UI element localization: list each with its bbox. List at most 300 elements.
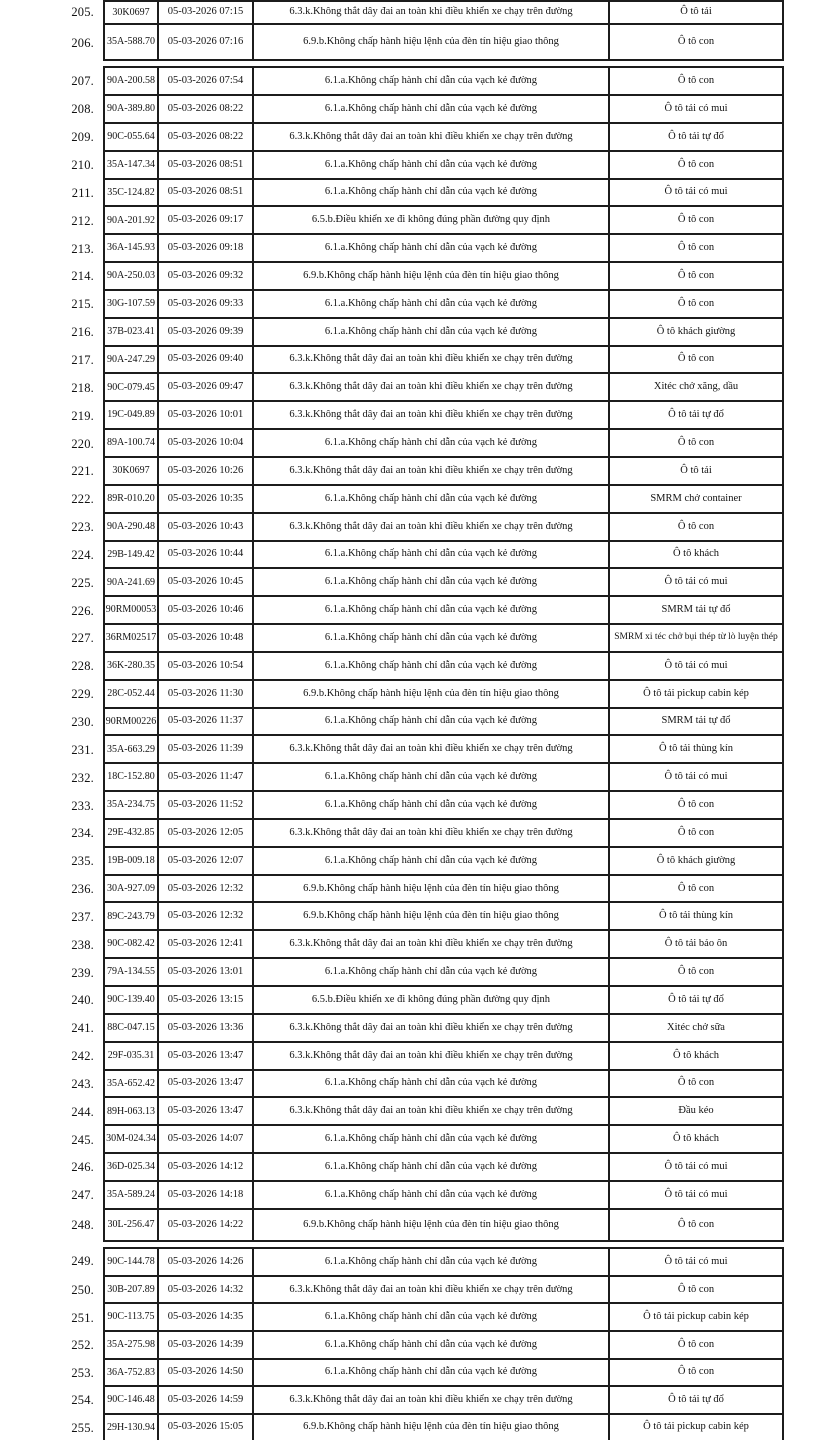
datetime-cell: 05-03-2026 09:18 (157, 235, 252, 261)
row-number: 237. (71, 909, 94, 924)
datetime-cell: 05-03-2026 10:26 (157, 458, 252, 484)
table-row (0, 1015, 840, 1043)
vehicle-cell: Ô tô tải có mui (608, 653, 784, 679)
table-row (0, 180, 840, 208)
table-row (0, 25, 840, 61)
plate-cell: 35A-589.24 (103, 1182, 157, 1208)
datetime-cell: 05-03-2026 14:32 (157, 1277, 252, 1303)
row-cells (103, 1210, 784, 1242)
plate-cell: 90A-247.29 (103, 347, 157, 373)
vehicle-cell: Ô tô tải (608, 458, 784, 484)
datetime-cell: 05-03-2026 13:15 (157, 987, 252, 1013)
table-row (0, 1415, 840, 1440)
row-cells (103, 597, 784, 625)
vehicle-cell: Ô tô con (608, 1071, 784, 1097)
datetime-cell: 05-03-2026 11:47 (157, 764, 252, 790)
vehicle-cell: Xitéc chở xăng, dầu (608, 374, 784, 400)
table-row (0, 542, 840, 570)
row-cells (103, 1332, 784, 1360)
row-cells (103, 959, 784, 987)
datetime-cell: 05-03-2026 10:35 (157, 486, 252, 512)
row-number: 219. (71, 408, 94, 423)
datetime-cell: 05-03-2026 14:12 (157, 1154, 252, 1180)
vehicle-cell: Ô tô tải tự đổ (608, 402, 784, 428)
plate-cell: 30M-024.34 (103, 1126, 157, 1152)
table-row (0, 903, 840, 931)
row-number: 222. (71, 492, 94, 507)
table-row (0, 597, 840, 625)
datetime-cell: 05-03-2026 15:05 (157, 1415, 252, 1440)
plate-cell: 89H-063.13 (103, 1098, 157, 1124)
plate-cell: 19C-049.89 (103, 402, 157, 428)
row-number: 238. (71, 937, 94, 952)
violation-cell: 6.1.a.Không chấp hành chỉ dẫn của vạch kẻ đường (252, 597, 608, 623)
plate-cell: 30K0697 (103, 2, 157, 23)
datetime-cell: 05-03-2026 12:32 (157, 903, 252, 929)
row-number: 217. (71, 353, 94, 368)
row-cells (103, 319, 784, 347)
row-number: 255. (71, 1421, 94, 1436)
table-row (0, 347, 840, 375)
row-number: 227. (71, 631, 94, 646)
vehicle-cell: Ô tô tải tự đổ (608, 124, 784, 150)
vehicle-cell: Xitéc chở sữa (608, 1015, 784, 1041)
vehicle-cell: Ô tô con (608, 959, 784, 985)
row-cells (103, 848, 784, 876)
table-row (0, 1332, 840, 1360)
row-number: 213. (71, 241, 94, 256)
datetime-cell: 05-03-2026 08:22 (157, 124, 252, 150)
datetime-cell: 05-03-2026 09:39 (157, 319, 252, 345)
datetime-cell: 05-03-2026 10:54 (157, 653, 252, 679)
row-number: 249. (71, 1254, 94, 1269)
plate-cell: 30A-927.09 (103, 876, 157, 902)
plate-cell: 90A-241.69 (103, 569, 157, 595)
row-number: 241. (71, 1021, 94, 1036)
datetime-cell: 05-03-2026 14:35 (157, 1304, 252, 1330)
table-row (0, 1360, 840, 1388)
row-number: 229. (71, 687, 94, 702)
violation-cell: 6.1.a.Không chấp hành chỉ dẫn của vạch kẻ đường (252, 152, 608, 178)
datetime-cell: 05-03-2026 10:46 (157, 597, 252, 623)
datetime-cell: 05-03-2026 11:52 (157, 792, 252, 818)
plate-cell: 90C-144.78 (103, 1249, 157, 1275)
table-row (0, 931, 840, 959)
table-row (0, 402, 840, 430)
vehicle-cell: Ô tô con (608, 152, 784, 178)
violation-cell: 6.1.a.Không chấp hành chỉ dẫn của vạch kẻ đường (252, 1071, 608, 1097)
row-number: 250. (71, 1283, 94, 1298)
table-row (0, 263, 840, 291)
row-number: 220. (71, 436, 94, 451)
row-number: 236. (71, 882, 94, 897)
datetime-cell: 05-03-2026 13:36 (157, 1015, 252, 1041)
row-cells (103, 653, 784, 681)
plate-cell: 89R-010.20 (103, 486, 157, 512)
violation-cell: 6.1.a.Không chấp hành chỉ dẫn của vạch kẻ đường (252, 486, 608, 512)
table-row (0, 374, 840, 402)
row-number: 233. (71, 798, 94, 813)
row-number: 210. (71, 158, 94, 173)
row-number: 206. (71, 35, 94, 50)
plate-cell: 90RM00226 (103, 709, 157, 735)
table-row (0, 1098, 840, 1126)
datetime-cell: 05-03-2026 14:39 (157, 1332, 252, 1358)
row-number: 248. (71, 1218, 94, 1233)
plate-cell: 30K0697 (103, 458, 157, 484)
vehicle-cell: Ô tô khách (608, 542, 784, 568)
violation-cell: 6.3.k.Không thắt dây đai an toàn khi điều khiển xe chạy trên đường (252, 124, 608, 150)
row-cells (103, 1071, 784, 1099)
violation-cell: 6.3.k.Không thắt dây đai an toàn khi điều khiển xe chạy trên đường (252, 1015, 608, 1041)
row-cells (103, 681, 784, 709)
row-number: 209. (71, 130, 94, 145)
plate-cell: 29B-149.42 (103, 542, 157, 568)
table-row (0, 66, 840, 96)
violation-cell: 6.3.k.Không thắt dây đai an toàn khi điều khiển xe chạy trên đường (252, 736, 608, 762)
plate-cell: 90C-139.40 (103, 987, 157, 1013)
violation-cell: 6.1.a.Không chấp hành chỉ dẫn của vạch kẻ đường (252, 709, 608, 735)
row-number: 205. (71, 5, 94, 19)
row-cells (103, 374, 784, 402)
vehicle-cell: Ô tô tải tự đổ (608, 1387, 784, 1413)
row-number: 212. (71, 213, 94, 228)
violation-cell: 6.1.a.Không chấp hành chỉ dẫn của vạch kẻ đường (252, 1154, 608, 1180)
table-row (0, 1247, 840, 1277)
table-row (0, 486, 840, 514)
row-cells (103, 820, 784, 848)
row-cells (103, 180, 784, 208)
table-row (0, 1071, 840, 1099)
table-row (0, 96, 840, 124)
vehicle-cell: Ô tô tải có mui (608, 764, 784, 790)
datetime-cell: 05-03-2026 10:01 (157, 402, 252, 428)
table-row (0, 681, 840, 709)
vehicle-cell: Ô tô con (608, 347, 784, 373)
vehicle-cell: Ô tô tải thùng kín (608, 903, 784, 929)
violation-cell: 6.1.a.Không chấp hành chỉ dẫn của vạch kẻ đường (252, 959, 608, 985)
vehicle-cell: Ô tô con (608, 792, 784, 818)
vehicle-cell: Ô tô con (608, 1332, 784, 1358)
violation-cell: 6.3.k.Không thắt dây đai an toàn khi điều khiển xe chạy trên đường (252, 458, 608, 484)
datetime-cell: 05-03-2026 13:47 (157, 1098, 252, 1124)
violation-cell: 6.1.a.Không chấp hành chỉ dẫn của vạch kẻ đường (252, 319, 608, 345)
table-row (0, 430, 840, 458)
row-cells (103, 1098, 784, 1126)
table-row (0, 625, 840, 653)
violation-cell: 6.1.a.Không chấp hành chỉ dẫn của vạch kẻ đường (252, 1126, 608, 1152)
vehicle-cell: SMRM xi téc chở bụi thép từ lò luyện thép (608, 625, 784, 651)
row-cells (103, 514, 784, 542)
vehicle-cell: SMRM tải tự đổ (608, 597, 784, 623)
row-number: 232. (71, 770, 94, 785)
violation-cell: 6.1.a.Không chấp hành chỉ dẫn của vạch kẻ đường (252, 68, 608, 94)
violation-cell: 6.9.b.Không chấp hành hiệu lệnh của đèn tín hiệu giao thông (252, 25, 608, 59)
plate-cell: 36A-752.83 (103, 1360, 157, 1386)
violation-cell: 6.1.a.Không chấp hành chỉ dẫn của vạch kẻ đường (252, 1360, 608, 1386)
datetime-cell: 05-03-2026 12:05 (157, 820, 252, 846)
violation-cell: 6.3.k.Không thắt dây đai an toàn khi điều khiển xe chạy trên đường (252, 931, 608, 957)
plate-cell: 35A-663.29 (103, 736, 157, 762)
plate-cell: 30B-207.89 (103, 1277, 157, 1303)
vehicle-cell: Ô tô tải có mui (608, 1154, 784, 1180)
row-cells (103, 1015, 784, 1043)
violation-cell: 6.1.a.Không chấp hành chỉ dẫn của vạch kẻ đường (252, 569, 608, 595)
row-cells (103, 1360, 784, 1388)
row-cells (103, 486, 784, 514)
row-cells (103, 931, 784, 959)
row-cells (103, 458, 784, 486)
violation-cell: 6.3.k.Không thắt dây đai an toàn khi điều khiển xe chạy trên đường (252, 2, 608, 23)
violation-cell: 6.1.a.Không chấp hành chỉ dẫn của vạch kẻ đường (252, 430, 608, 456)
row-cells (103, 291, 784, 319)
row-cells (103, 263, 784, 291)
vehicle-cell: Ô tô con (608, 25, 784, 59)
vehicle-cell: SMRM chở container (608, 486, 784, 512)
violation-cell: 6.3.k.Không thắt dây đai an toàn khi điều khiển xe chạy trên đường (252, 1387, 608, 1413)
vehicle-cell: Ô tô con (608, 263, 784, 289)
row-cells (103, 124, 784, 152)
vehicle-cell: Ô tô tải có mui (608, 1182, 784, 1208)
row-number: 240. (71, 993, 94, 1008)
table-row (0, 1126, 840, 1154)
datetime-cell: 05-03-2026 12:32 (157, 876, 252, 902)
datetime-cell: 05-03-2026 10:45 (157, 569, 252, 595)
row-cells (103, 542, 784, 570)
table-row (0, 1210, 840, 1242)
plate-cell: 35A-147.34 (103, 152, 157, 178)
table-row (0, 876, 840, 904)
table-row (0, 291, 840, 319)
row-cells (103, 96, 784, 124)
row-cells (103, 1387, 784, 1415)
row-number: 215. (71, 297, 94, 312)
table-row (0, 1277, 840, 1305)
datetime-cell: 05-03-2026 09:33 (157, 291, 252, 317)
plate-cell: 90A-389.80 (103, 96, 157, 122)
datetime-cell: 05-03-2026 12:07 (157, 848, 252, 874)
violation-cell: 6.1.a.Không chấp hành chỉ dẫn của vạch kẻ đường (252, 792, 608, 818)
datetime-cell: 05-03-2026 07:16 (157, 25, 252, 59)
datetime-cell: 05-03-2026 12:41 (157, 931, 252, 957)
table-row (0, 569, 840, 597)
row-number: 221. (71, 464, 94, 479)
violation-cell: 6.9.b.Không chấp hành hiệu lệnh của đèn tín hiệu giao thông (252, 1210, 608, 1240)
plate-cell: 35A-234.75 (103, 792, 157, 818)
vehicle-cell: Ô tô tải pickup cabin kép (608, 1415, 784, 1440)
row-cells (103, 1247, 784, 1277)
vehicle-cell: Ô tô tải bảo ôn (608, 931, 784, 957)
datetime-cell: 05-03-2026 13:01 (157, 959, 252, 985)
table-row (0, 1043, 840, 1071)
vehicle-cell: Ô tô con (608, 207, 784, 233)
vehicle-cell: Ô tô con (608, 430, 784, 456)
row-cells (103, 66, 784, 96)
violation-cell: 6.3.k.Không thắt dây đai an toàn khi điều khiển xe chạy trên đường (252, 514, 608, 540)
row-number: 218. (71, 380, 94, 395)
row-number: 208. (71, 102, 94, 117)
violation-cell: 6.3.k.Không thắt dây đai an toàn khi điều khiển xe chạy trên đường (252, 402, 608, 428)
datetime-cell: 05-03-2026 08:51 (157, 180, 252, 206)
row-cells (103, 1182, 784, 1210)
row-number: 234. (71, 826, 94, 841)
plate-cell: 90RM00053 (103, 597, 157, 623)
datetime-cell: 05-03-2026 14:59 (157, 1387, 252, 1413)
row-cells (103, 152, 784, 180)
row-cells (103, 1415, 784, 1440)
violation-cell: 6.1.a.Không chấp hành chỉ dẫn của vạch kẻ đường (252, 1182, 608, 1208)
violation-cell: 6.1.a.Không chấp hành chỉ dẫn của vạch kẻ đường (252, 96, 608, 122)
table-row (0, 1182, 840, 1210)
row-number: 235. (71, 854, 94, 869)
plate-cell: 36D-025.34 (103, 1154, 157, 1180)
row-cells (103, 1126, 784, 1154)
violation-cell: 6.1.a.Không chấp hành chỉ dẫn của vạch kẻ đường (252, 1249, 608, 1275)
row-number: 251. (71, 1310, 94, 1325)
datetime-cell: 05-03-2026 08:51 (157, 152, 252, 178)
row-number: 252. (71, 1338, 94, 1353)
row-number: 246. (71, 1160, 94, 1175)
row-cells (103, 709, 784, 737)
plate-cell: 89C-243.79 (103, 903, 157, 929)
violation-cell: 6.9.b.Không chấp hành hiệu lệnh của đèn tín hiệu giao thông (252, 876, 608, 902)
datetime-cell: 05-03-2026 14:22 (157, 1210, 252, 1240)
plate-cell: 36A-145.93 (103, 235, 157, 261)
table-row (0, 764, 840, 792)
violation-cell: 6.1.a.Không chấp hành chỉ dẫn của vạch kẻ đường (252, 180, 608, 206)
row-number: 253. (71, 1365, 94, 1380)
violation-cell: 6.1.a.Không chấp hành chỉ dẫn của vạch kẻ đường (252, 291, 608, 317)
datetime-cell: 05-03-2026 09:32 (157, 263, 252, 289)
table-row (0, 736, 840, 764)
table-row (0, 1387, 840, 1415)
table-row (0, 514, 840, 542)
plate-cell: 29F-035.31 (103, 1043, 157, 1069)
row-number: 242. (71, 1049, 94, 1064)
table-row (0, 207, 840, 235)
vehicle-cell: Ô tô con (608, 235, 784, 261)
table-row (0, 124, 840, 152)
datetime-cell: 05-03-2026 14:26 (157, 1249, 252, 1275)
violation-cell: 6.1.a.Không chấp hành chỉ dẫn của vạch kẻ đường (252, 542, 608, 568)
table-row (0, 709, 840, 737)
plate-cell: 35A-588.70 (103, 25, 157, 59)
row-cells (103, 1277, 784, 1305)
vehicle-cell: Ô tô khách (608, 1126, 784, 1152)
datetime-cell: 05-03-2026 13:47 (157, 1043, 252, 1069)
plate-cell: 89A-100.74 (103, 430, 157, 456)
datetime-cell: 05-03-2026 13:47 (157, 1071, 252, 1097)
vehicle-cell: Ô tô khách giường (608, 319, 784, 345)
plate-cell: 29E-432.85 (103, 820, 157, 846)
violation-cell: 6.3.k.Không thắt dây đai an toàn khi điều khiển xe chạy trên đường (252, 374, 608, 400)
row-cells (103, 347, 784, 375)
row-number: 226. (71, 603, 94, 618)
row-cells (103, 430, 784, 458)
plate-cell: 90A-250.03 (103, 263, 157, 289)
datetime-cell: 05-03-2026 09:17 (157, 207, 252, 233)
violation-cell: 6.1.a.Không chấp hành chỉ dẫn của vạch kẻ đường (252, 1332, 608, 1358)
plate-cell: 29H-130.94 (103, 1415, 157, 1440)
row-cells (103, 1043, 784, 1071)
plate-cell: 37B-023.41 (103, 319, 157, 345)
vehicle-cell: Ô tô tải thùng kín (608, 736, 784, 762)
datetime-cell: 05-03-2026 10:43 (157, 514, 252, 540)
plate-cell: 79A-134.55 (103, 959, 157, 985)
violation-cell: 6.1.a.Không chấp hành chỉ dẫn của vạch kẻ đường (252, 764, 608, 790)
plate-cell: 90C-146.48 (103, 1387, 157, 1413)
table-row (0, 458, 840, 486)
row-number: 245. (71, 1132, 94, 1147)
plate-cell: 30L-256.47 (103, 1210, 157, 1240)
row-number: 223. (71, 520, 94, 535)
row-cells (103, 792, 784, 820)
violation-cell: 6.1.a.Không chấp hành chỉ dẫn của vạch kẻ đường (252, 235, 608, 261)
plate-cell: 30G-107.59 (103, 291, 157, 317)
row-cells (103, 987, 784, 1015)
plate-cell: 90A-200.58 (103, 68, 157, 94)
datetime-cell: 05-03-2026 08:22 (157, 96, 252, 122)
vehicle-cell: Ô tô con (608, 291, 784, 317)
table-row (0, 959, 840, 987)
plate-cell: 35A-275.98 (103, 1332, 157, 1358)
plate-cell: 90C-055.64 (103, 124, 157, 150)
plate-cell: 36RM02517 (103, 625, 157, 651)
vehicle-cell: Ô tô khách giường (608, 848, 784, 874)
table-row (0, 987, 840, 1015)
vehicle-cell: Ô tô tải (608, 2, 784, 23)
row-cells (103, 569, 784, 597)
plate-cell: 90A-290.48 (103, 514, 157, 540)
datetime-cell: 05-03-2026 10:48 (157, 625, 252, 651)
row-number: 230. (71, 714, 94, 729)
datetime-cell: 05-03-2026 10:44 (157, 542, 252, 568)
violation-cell: 6.1.a.Không chấp hành chỉ dẫn của vạch kẻ đường (252, 1304, 608, 1330)
row-cells (103, 0, 784, 25)
datetime-cell: 05-03-2026 14:50 (157, 1360, 252, 1386)
table-row (0, 848, 840, 876)
vehicle-cell: Ô tô tải tự đổ (608, 987, 784, 1013)
violation-cell: 6.1.a.Không chấp hành chỉ dẫn của vạch kẻ đường (252, 848, 608, 874)
violation-cell: 6.5.b.Điều khiển xe đi không đúng phần đường quy định (252, 207, 608, 233)
row-number: 243. (71, 1076, 94, 1091)
plate-cell: 90A-201.92 (103, 207, 157, 233)
plate-cell: 28C-052.44 (103, 681, 157, 707)
row-number: 224. (71, 547, 94, 562)
datetime-cell: 05-03-2026 09:47 (157, 374, 252, 400)
violation-cell: 6.3.k.Không thắt dây đai an toàn khi điều khiển xe chạy trên đường (252, 1043, 608, 1069)
vehicle-cell: Ô tô con (608, 514, 784, 540)
plate-cell: 36K-280.35 (103, 653, 157, 679)
vehicle-cell: Ô tô tải có mui (608, 569, 784, 595)
row-cells (103, 876, 784, 904)
violation-cell: 6.9.b.Không chấp hành hiệu lệnh của đèn tín hiệu giao thông (252, 263, 608, 289)
table-row (0, 0, 840, 25)
row-number: 239. (71, 965, 94, 980)
table-row (0, 1304, 840, 1332)
vehicle-cell: Ô tô tải có mui (608, 1249, 784, 1275)
row-number: 244. (71, 1104, 94, 1119)
row-cells (103, 903, 784, 931)
vehicle-cell: Ô tô tải pickup cabin kép (608, 681, 784, 707)
vehicle-cell: Ô tô con (608, 1210, 784, 1240)
violation-cell: 6.1.a.Không chấp hành chỉ dẫn của vạch kẻ đường (252, 625, 608, 651)
table-row (0, 235, 840, 263)
row-number: 214. (71, 269, 94, 284)
row-number: 247. (71, 1188, 94, 1203)
violation-cell: 6.9.b.Không chấp hành hiệu lệnh của đèn tín hiệu giao thông (252, 903, 608, 929)
vehicle-cell: Ô tô tải có mui (608, 96, 784, 122)
